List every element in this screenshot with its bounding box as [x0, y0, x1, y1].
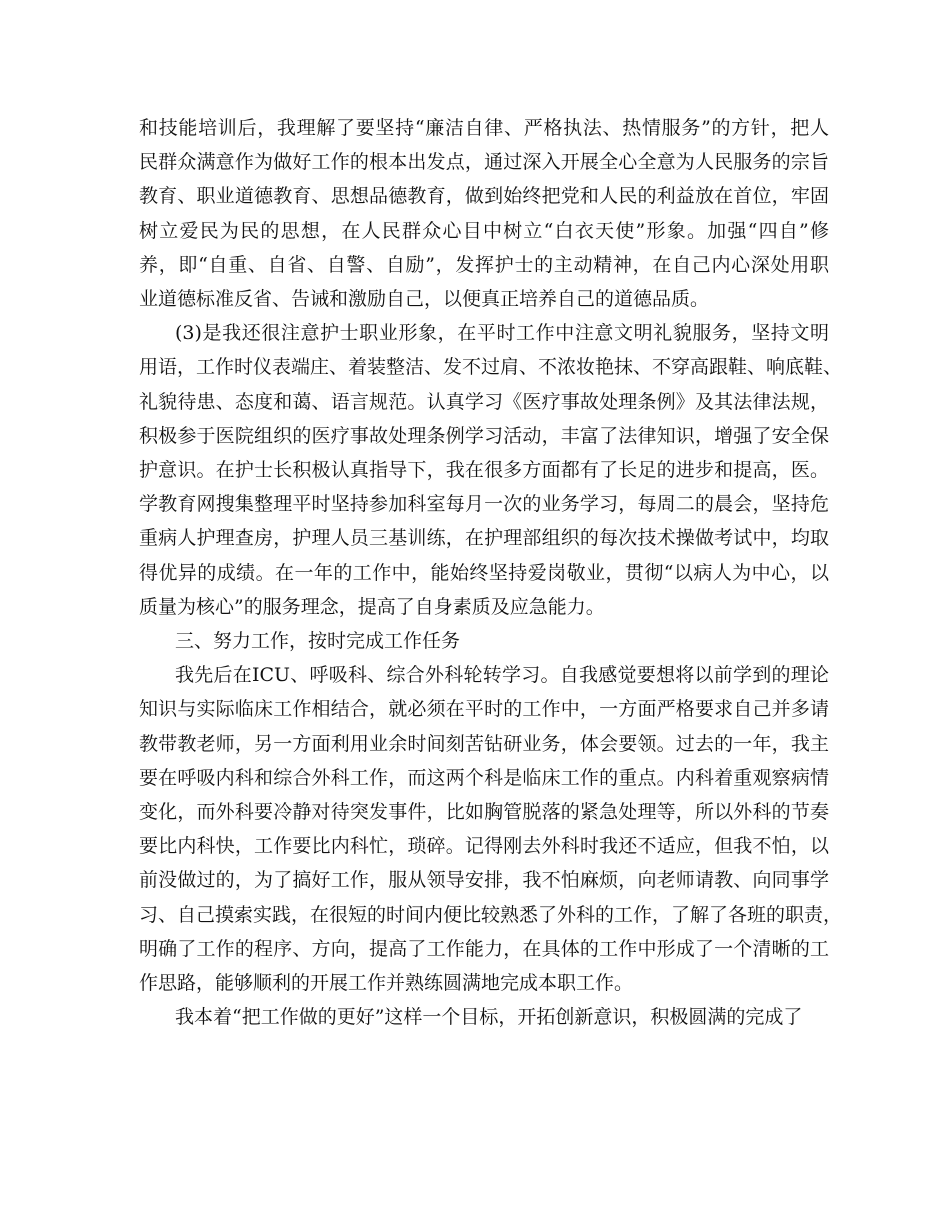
- text-line: 质量为核心”的服务理念，提高了自身素质及应急能力。: [139, 595, 605, 618]
- text-line: 学教育网搜集整理平时坚持参加科室每月一次的业务学习，每周二的晨会，坚持危: [139, 493, 829, 516]
- text-line: 明确了工作的程序、方向，提高了工作能力，在具体的工作中形成了一个清晰的工: [139, 937, 829, 960]
- text-line: 用语，工作时仪表端庄、着装整洁、发不过肩、不浓妆艳抹、不穿高跟鞋、响底鞋、: [139, 356, 843, 379]
- text-line: 养，即“自重、自省、自警、自励”，发挥护士的主动精神，在自己内心深处用职: [139, 253, 829, 276]
- section-heading: [139, 624, 829, 658]
- text-line: 要在呼吸内科和综合外科工作，而这两个科是临床工作的重点。内科着重观察病情: [139, 766, 829, 789]
- text-line: 护意识。在护士长积极认真指导下，我在很多方面都有了长足的进步和提高，医。: [139, 459, 829, 482]
- text-line: 前没做过的，为了搞好工作，服从领导安排，我不怕麻烦，向老师请教、向同事学: [139, 869, 829, 892]
- paragraph-goal: [139, 1000, 829, 1034]
- text-line: 我本着“把工作做的更好”这样一个目标，开拓创新意识，积极圆满的完成了: [175, 1006, 803, 1029]
- text-line: (3)是我还很注意护士职业形象，在平时工作中注意文明礼貌服务，坚持文明: [175, 322, 829, 345]
- text-line: 得优异的成绩。在一年的工作中，能始终坚持爱岗敬业，贯彻“以病人为中心，以: [139, 561, 829, 584]
- text-line: 树立爱民为民的思想，在人民群众心目中树立“白衣天使”形象。加强“四自”修: [139, 219, 829, 242]
- text-line: 习、自己摸索实践，在很短的时间内便比较熟悉了外科的工作，了解了各班的职责，: [139, 903, 843, 926]
- text-line: 业道德标准反省、告诫和激励自己，以便真正培养自己的道德品质。: [139, 288, 710, 311]
- text-line: 民群众满意作为做好工作的根本出发点，通过深入开展全心全意为人民服务的宗旨: [139, 151, 829, 174]
- text-line: 教育、职业道德教育、思想品德教育，做到始终把党和人民的利益放在首位，牢固: [139, 185, 829, 208]
- heading-line: 三、努力工作，按时完成工作任务: [175, 630, 461, 653]
- paragraph-professional-ethics: [139, 111, 829, 316]
- text-line: 知识与实际临床工作相结合，就必须在平时的工作中，一方面严格要求自己并多请: [139, 698, 829, 721]
- text-line: 和技能培训后，我理解了要坚持“廉洁自律、严格执法、热情服务”的方针，把人: [139, 117, 829, 139]
- text-line: 重病人护理查房，护理人员三基训练，在护理部组织的每次技术操做考试中，均取: [139, 527, 829, 550]
- paragraph-nurse-image: [139, 316, 843, 624]
- text-line: 我先后在ICU、呼吸科、综合外科轮转学习。自我感觉要想将以前学到的理论: [175, 664, 829, 687]
- text-line: 教带教老师，另一方面利用业余时间刻苦钻研业务，体会要领。过去的一年，我主: [139, 732, 829, 755]
- text-line: 作思路，能够顺利的开展工作并熟练圆满地完成本职工作。: [139, 972, 634, 995]
- paragraph-rotation-study: [139, 658, 843, 1000]
- text-line: 变化，而外科要冷静对待突发事件，比如胸管脱落的紧急处理等，所以外科的节奏: [139, 801, 829, 824]
- text-line: 礼貌待患、态度和蔼、语言规范。认真学习《医疗事故处理条例》及其法律法规，: [139, 390, 829, 413]
- document-body: [139, 111, 843, 1034]
- text-line: 要比内科快，工作要比内科忙，琐碎。记得刚去外科时我还不适应，但我不怕，以: [139, 835, 829, 858]
- text-line: 积极参于医院组织的医疗事故处理条例学习活动，丰富了法律知识，增强了安全保: [139, 424, 829, 447]
